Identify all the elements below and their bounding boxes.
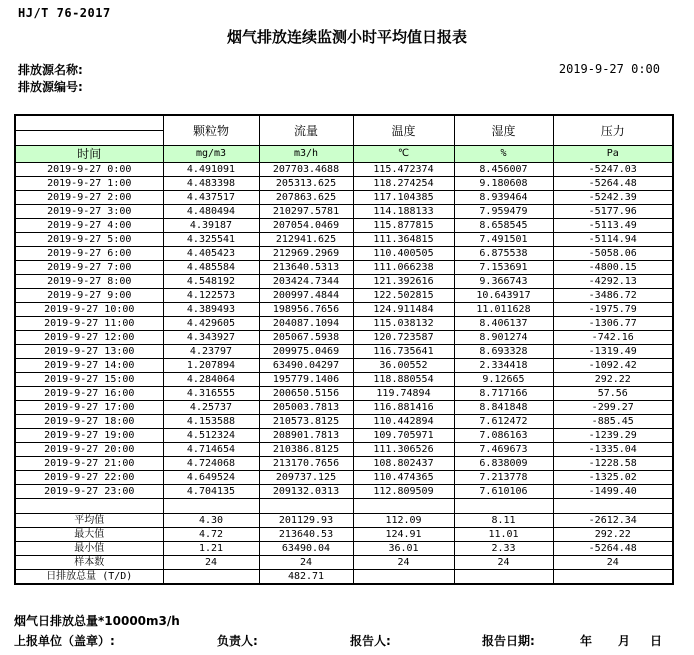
table-row — [15, 401, 673, 415]
column-header-pm: 颗粒物 — [163, 115, 259, 146]
pressure-cell: -5114.94 — [553, 233, 673, 247]
pressure-cell: -1319.49 — [553, 345, 673, 359]
table-row — [15, 429, 673, 443]
page-title: 烟气排放连续监测小时平均值日报表 — [226, 28, 467, 46]
temperature-cell: 118.880554 — [353, 373, 454, 387]
time-cell: 2019-9-27 13:00 — [15, 345, 163, 359]
temperature-cell: 112.809509 — [353, 485, 454, 499]
pressure-cell: -1092.42 — [553, 359, 673, 373]
pm-cell: 4.72 — [163, 528, 259, 542]
pm-cell: 4.429605 — [163, 317, 259, 331]
humidity-cell: 11.01 — [454, 528, 553, 542]
temperature-cell: 121.392616 — [353, 275, 454, 289]
summary-label-cell: 平均值 — [15, 514, 163, 528]
pm-cell: 4.485584 — [163, 261, 259, 275]
flow-cell: 212969.2969 — [259, 247, 353, 261]
year-label: 年 — [580, 634, 593, 648]
report-datetime: 2019-9-27 0:00 — [558, 62, 660, 76]
time-cell: 2019-9-27 12:00 — [15, 331, 163, 345]
flow-cell: 203424.7344 — [259, 275, 353, 289]
flow-cell: 213170.7656 — [259, 457, 353, 471]
pressure-cell: -5264.48 — [553, 177, 673, 191]
time-header: 时间 — [15, 146, 163, 163]
humidity-cell: 8.717166 — [454, 387, 553, 401]
flow-cell: 208901.7813 — [259, 429, 353, 443]
pm-cell: 4.389493 — [163, 303, 259, 317]
pressure-cell: -3486.72 — [553, 289, 673, 303]
report-date-label: 报告日期: — [482, 634, 535, 648]
pm-cell: 4.714654 — [163, 443, 259, 457]
temperature-cell: 115.038132 — [353, 317, 454, 331]
time-cell: 2019-9-27 20:00 — [15, 443, 163, 457]
time-cell: 2019-9-27 21:00 — [15, 457, 163, 471]
flow-cell: 213640.5313 — [259, 261, 353, 275]
pm-cell: 1.207894 — [163, 359, 259, 373]
pressure-cell: -1335.04 — [553, 443, 673, 457]
pressure-cell: -1975.79 — [553, 303, 673, 317]
pm-cell: 4.153588 — [163, 415, 259, 429]
pressure-cell: -1325.02 — [553, 471, 673, 485]
humidity-cell: 8.658545 — [454, 219, 553, 233]
temperature-cell: 24 — [353, 556, 454, 570]
flow-cell: 63490.04 — [259, 542, 353, 556]
pressure-cell: -5113.49 — [553, 219, 673, 233]
time-cell: 2019-9-27 7:00 — [15, 261, 163, 275]
pm-cell: 24 — [163, 556, 259, 570]
flow-cell: 63490.04297 — [259, 359, 353, 373]
humidity-cell: 7.469673 — [454, 443, 553, 457]
table-row — [15, 177, 673, 191]
pm-cell: 4.649524 — [163, 471, 259, 485]
table-row — [15, 317, 673, 331]
pm-cell: 4.25737 — [163, 401, 259, 415]
day-label: 日 — [650, 634, 663, 648]
humidity-cell: 6.838009 — [454, 457, 553, 471]
summary-rows — [15, 514, 673, 585]
unit-flow: m3/h — [259, 146, 353, 163]
pm-cell: 4.23797 — [163, 345, 259, 359]
temperature-cell: 36.01 — [353, 542, 454, 556]
time-cell: 2019-9-27 5:00 — [15, 233, 163, 247]
hourly-average-table — [14, 114, 674, 585]
header-row-names — [15, 115, 673, 131]
table-row — [15, 233, 673, 247]
flow-cell: 207054.0469 — [259, 219, 353, 233]
temperature-cell: 114.188133 — [353, 205, 454, 219]
summary-row — [15, 556, 673, 570]
pressure-cell — [553, 570, 673, 585]
pressure-cell: -1306.77 — [553, 317, 673, 331]
table-row — [15, 205, 673, 219]
table-row — [15, 387, 673, 401]
humidity-cell: 7.213778 — [454, 471, 553, 485]
time-cell: 2019-9-27 19:00 — [15, 429, 163, 443]
humidity-cell: 11.011628 — [454, 303, 553, 317]
time-cell: 2019-9-27 18:00 — [15, 415, 163, 429]
humidity-cell: 7.491501 — [454, 233, 553, 247]
humidity-cell: 7.612472 — [454, 415, 553, 429]
humidity-cell: 7.610106 — [454, 485, 553, 499]
pressure-cell: -5242.39 — [553, 191, 673, 205]
temperature-cell: 36.00552 — [353, 359, 454, 373]
table-row — [15, 247, 673, 261]
pm-cell: 4.704135 — [163, 485, 259, 499]
humidity-cell: 9.366743 — [454, 275, 553, 289]
summary-row — [15, 542, 673, 556]
pressure-cell: -5247.03 — [553, 163, 673, 177]
time-cell: 2019-9-27 1:00 — [15, 177, 163, 191]
temperature-cell: 111.364815 — [353, 233, 454, 247]
summary-label-cell: 样本数 — [15, 556, 163, 570]
flow-cell: 200650.5156 — [259, 387, 353, 401]
unit-pm: mg/m3 — [163, 146, 259, 163]
flow-cell: 207863.625 — [259, 191, 353, 205]
flow-cell: 195779.1406 — [259, 373, 353, 387]
pm-cell: 4.512324 — [163, 429, 259, 443]
temperature-cell: 116.881416 — [353, 401, 454, 415]
temperature-cell: 110.474365 — [353, 471, 454, 485]
flow-cell: 209737.125 — [259, 471, 353, 485]
flow-cell: 482.71 — [259, 570, 353, 585]
pm-cell: 4.491091 — [163, 163, 259, 177]
pm-cell: 4.343927 — [163, 331, 259, 345]
flow-cell: 210573.8125 — [259, 415, 353, 429]
pressure-cell: -1228.58 — [553, 457, 673, 471]
unit-humidity: % — [454, 146, 553, 163]
pm-cell: 4.284064 — [163, 373, 259, 387]
time-cell: 2019-9-27 6:00 — [15, 247, 163, 261]
humidity-cell: 8.841848 — [454, 401, 553, 415]
summary-label-cell: 最大值 — [15, 528, 163, 542]
temperature-cell: 111.306526 — [353, 443, 454, 457]
flow-cell: 210386.8125 — [259, 443, 353, 457]
pm-cell: 4.316555 — [163, 387, 259, 401]
pm-cell: 4.122573 — [163, 289, 259, 303]
table-row — [15, 331, 673, 345]
temperature-cell: 111.066238 — [353, 261, 454, 275]
pm-cell — [163, 570, 259, 585]
table-row — [15, 359, 673, 373]
humidity-cell: 8.901274 — [454, 331, 553, 345]
humidity-cell: 8.11 — [454, 514, 553, 528]
temperature-cell: 108.802437 — [353, 457, 454, 471]
pm-cell: 4.325541 — [163, 233, 259, 247]
time-cell: 2019-9-27 3:00 — [15, 205, 163, 219]
temperature-cell: 110.400505 — [353, 247, 454, 261]
unit-temperature: ℃ — [353, 146, 454, 163]
report-unit-label: 上报单位（盖章）: — [14, 634, 115, 648]
flow-cell: 205067.5938 — [259, 331, 353, 345]
reporter-label: 报告人: — [350, 634, 391, 648]
summary-row — [15, 528, 673, 542]
flow-cell: 201129.93 — [259, 514, 353, 528]
humidity-cell: 8.456007 — [454, 163, 553, 177]
pressure-cell: -2612.34 — [553, 514, 673, 528]
header-blank-bottom — [15, 131, 163, 146]
time-cell: 2019-9-27 4:00 — [15, 219, 163, 233]
humidity-cell: 8.406137 — [454, 317, 553, 331]
time-cell: 2019-9-27 16:00 — [15, 387, 163, 401]
humidity-cell: 10.643917 — [454, 289, 553, 303]
temperature-cell — [353, 570, 454, 585]
time-cell: 2019-9-27 10:00 — [15, 303, 163, 317]
standard-code: HJ/T 76-2017 — [18, 6, 111, 20]
temperature-cell: 109.705971 — [353, 429, 454, 443]
pressure-cell: 24 — [553, 556, 673, 570]
time-cell: 2019-9-27 17:00 — [15, 401, 163, 415]
temperature-cell: 110.442894 — [353, 415, 454, 429]
time-cell: 2019-9-27 15:00 — [15, 373, 163, 387]
pressure-cell: -1499.40 — [553, 485, 673, 499]
pm-cell: 4.405423 — [163, 247, 259, 261]
table-row — [15, 443, 673, 457]
time-cell: 2019-9-27 0:00 — [15, 163, 163, 177]
pm-cell: 1.21 — [163, 542, 259, 556]
flow-cell: 207703.4688 — [259, 163, 353, 177]
temperature-cell: 120.723587 — [353, 331, 454, 345]
table-row — [15, 345, 673, 359]
temperature-cell: 112.09 — [353, 514, 454, 528]
time-cell: 2019-9-27 22:00 — [15, 471, 163, 485]
humidity-cell: 6.875538 — [454, 247, 553, 261]
flow-cell: 213640.53 — [259, 528, 353, 542]
source-meta — [18, 62, 83, 96]
flow-cell: 205313.625 — [259, 177, 353, 191]
humidity-cell: 7.153691 — [454, 261, 553, 275]
table-row — [15, 275, 673, 289]
flow-cell: 24 — [259, 556, 353, 570]
flow-cell: 209975.0469 — [259, 345, 353, 359]
pressure-cell: -4292.13 — [553, 275, 673, 289]
temperature-cell: 115.472374 — [353, 163, 454, 177]
table-row — [15, 191, 673, 205]
humidity-cell: 24 — [454, 556, 553, 570]
source-id-label: 排放源编号: — [18, 80, 83, 94]
humidity-cell: 2.334418 — [454, 359, 553, 373]
summary-row — [15, 570, 673, 585]
pressure-cell: 292.22 — [553, 528, 673, 542]
pm-cell: 4.548192 — [163, 275, 259, 289]
hourly-rows — [15, 163, 673, 499]
pm-cell: 4.480494 — [163, 205, 259, 219]
table-row — [15, 289, 673, 303]
column-header-pressure: 压力 — [553, 115, 673, 146]
time-cell: 2019-9-27 8:00 — [15, 275, 163, 289]
humidity-cell: 9.12665 — [454, 373, 553, 387]
month-label: 月 — [618, 634, 631, 648]
pressure-cell: -5058.06 — [553, 247, 673, 261]
humidity-cell: 8.693328 — [454, 345, 553, 359]
table-row — [15, 163, 673, 177]
spacer-row — [15, 499, 673, 514]
time-cell: 2019-9-27 23:00 — [15, 485, 163, 499]
responsible-person-label: 负责人: — [217, 634, 258, 648]
time-cell: 2019-9-27 11:00 — [15, 317, 163, 331]
temperature-cell: 117.104385 — [353, 191, 454, 205]
pm-cell: 4.39187 — [163, 219, 259, 233]
flow-cell: 198956.7656 — [259, 303, 353, 317]
temperature-cell: 115.877815 — [353, 219, 454, 233]
humidity-cell: 7.959479 — [454, 205, 553, 219]
temperature-cell: 124.91 — [353, 528, 454, 542]
pm-cell: 4.30 — [163, 514, 259, 528]
column-header-humidity: 湿度 — [454, 115, 553, 146]
time-cell: 2019-9-27 14:00 — [15, 359, 163, 373]
table-row — [15, 415, 673, 429]
pressure-cell: -5177.96 — [553, 205, 673, 219]
temperature-cell: 118.274254 — [353, 177, 454, 191]
table-row — [15, 471, 673, 485]
temperature-cell: 122.502815 — [353, 289, 454, 303]
table-row — [15, 261, 673, 275]
column-header-temperature: 温度 — [353, 115, 454, 146]
time-cell: 2019-9-27 2:00 — [15, 191, 163, 205]
summary-label-cell: 最小值 — [15, 542, 163, 556]
humidity-cell: 2.33 — [454, 542, 553, 556]
table-row — [15, 485, 673, 499]
temperature-cell: 116.735641 — [353, 345, 454, 359]
flow-cell: 209132.0313 — [259, 485, 353, 499]
signature-line — [0, 632, 694, 650]
column-header-flow: 流量 — [259, 115, 353, 146]
pressure-cell: -4800.15 — [553, 261, 673, 275]
flow-cell: 205003.7813 — [259, 401, 353, 415]
temperature-cell: 119.74894 — [353, 387, 454, 401]
humidity-cell: 9.180608 — [454, 177, 553, 191]
humidity-cell: 8.939464 — [454, 191, 553, 205]
pressure-cell: -885.45 — [553, 415, 673, 429]
table-row — [15, 303, 673, 317]
humidity-cell — [454, 570, 553, 585]
pressure-cell: -5264.48 — [553, 542, 673, 556]
flow-cell: 212941.625 — [259, 233, 353, 247]
flow-cell: 200997.4844 — [259, 289, 353, 303]
pressure-cell: -299.27 — [553, 401, 673, 415]
source-name-label: 排放源名称: — [18, 63, 83, 77]
pm-cell: 4.437517 — [163, 191, 259, 205]
table-row — [15, 373, 673, 387]
time-cell: 2019-9-27 9:00 — [15, 289, 163, 303]
total-emission-note: 烟气日排放总量*10000m3/h — [14, 614, 180, 628]
pressure-cell: -742.16 — [553, 331, 673, 345]
summary-label-cell: 日排放总量 (T/D) — [15, 570, 163, 585]
flow-cell: 210297.5781 — [259, 205, 353, 219]
header-blank-top — [15, 115, 163, 131]
summary-row — [15, 514, 673, 528]
pressure-cell: 292.22 — [553, 373, 673, 387]
unit-pressure: Pa — [553, 146, 673, 163]
pm-cell: 4.483398 — [163, 177, 259, 191]
table-row — [15, 219, 673, 233]
flow-cell: 204087.1094 — [259, 317, 353, 331]
pressure-cell: -1239.29 — [553, 429, 673, 443]
pressure-cell: 57.56 — [553, 387, 673, 401]
humidity-cell: 7.086163 — [454, 429, 553, 443]
pm-cell: 4.724068 — [163, 457, 259, 471]
table-row — [15, 457, 673, 471]
temperature-cell: 124.911484 — [353, 303, 454, 317]
unit-row — [15, 146, 673, 163]
